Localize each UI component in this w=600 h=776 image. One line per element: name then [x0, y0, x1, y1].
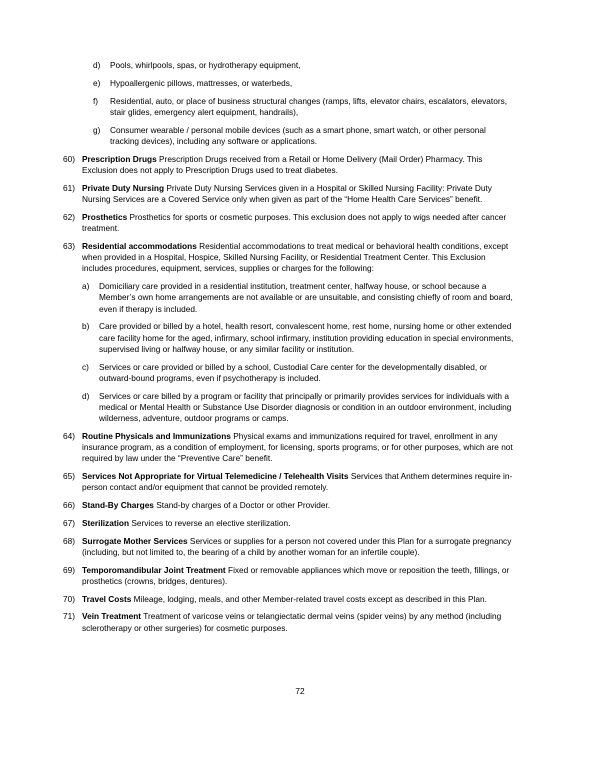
exclusion-text: Treatment of varicose veins or telangiectatic dermal veins (spider veins) by any method (including sclerotherapy or other surgeries) for cosmetic purposes.	[82, 611, 502, 633]
list-marker: 63)	[63, 241, 75, 251]
exclusion-item	[63, 471, 515, 493]
exclusion-term: Private Duty Nursing	[82, 183, 165, 193]
exclusion-item	[63, 154, 515, 176]
exclusion-text: Physical exams and immunizations required for travel, enrollment in any insurance program, as a condition of employment, for licensing, sports programs, or for other purposes, which are not required by law under the “Preventive Care” benefit.	[82, 430, 513, 464]
exclusion-text: Mileage, lodging, meals, and other Member-related travel costs except as described in this Plan.	[133, 593, 487, 604]
exclusion-term: Travel Costs	[82, 593, 132, 604]
exclusion-item	[63, 536, 515, 558]
list-marker: 64)	[63, 430, 75, 441]
list-item-text: Services or care provided or billed by a school, Custodial Care center for the developmentally disabled, or outward-bound programs, even if psychotherapy is included.	[99, 361, 487, 383]
list-marker: 65)	[63, 471, 75, 482]
list-item-text: Domiciliary care provided in a residential institution, treatment center, halfway house, or school because a Member’s own home arrangements are not available or are unsuitable, and consisting chiefly of room and board, even if therapy is included.	[99, 281, 513, 314]
list-marker: c)	[82, 361, 89, 372]
list-marker: 66)	[63, 500, 75, 511]
exclusion-term: Surrogate Mother Services	[82, 535, 188, 546]
exclusion-item	[63, 611, 515, 633]
list-marker: 62)	[63, 212, 75, 222]
list-marker: b)	[82, 321, 90, 332]
page-content	[63, 60, 515, 634]
list-item	[93, 78, 515, 89]
list-marker: g)	[93, 124, 101, 135]
list-item-text: Pools, whirlpools, spas, or hydrotherapy equipment,	[110, 60, 301, 70]
exclusion-item	[63, 518, 515, 529]
exclusion-term: Stand-By Charges	[82, 500, 154, 511]
list-item-text: Care provided or billed by a hotel, health resort, convalescent home, rest home, nursing home or other extended care facility home for the aged, infirmary, school infirmary, institution providing education in special environments, supervised living or halfway house, or any similar facility or institution.	[99, 321, 514, 354]
exclusion-item	[63, 183, 515, 205]
list-item-text: Services or care billed by a program or facility that principally or primarily provides services for individuals with a medical or Mental Health or Substance Use Disorder diagnosis or condition in an outdoor environment, including wilderness, adventure, outdoor programs or camps.	[99, 390, 512, 424]
exclusion-term: Services Not Appropriate for Virtual Telemedicine / Telehealth Visits	[82, 471, 349, 482]
page-number: 72	[295, 686, 305, 696]
exclusion-term: Prosthetics	[82, 212, 128, 222]
exclusion-text: Services or supplies for a person not covered under this Plan for a surrogate pregnancy (including, but not limited to, the bearing of a child by another woman for an infertile couple).	[82, 535, 512, 557]
list-marker: 68)	[63, 535, 75, 546]
list-marker: a)	[82, 281, 90, 292]
exclusion-item	[63, 565, 515, 587]
exclusion-text: Prescription Drugs received from a Retail or Home Delivery (Mail Order) Pharmacy. This Exclusion does not apply to Prescription Drugs used to treat diabetes.	[82, 154, 483, 176]
list-item	[93, 125, 515, 147]
exclusion-term: Residential accommodations	[82, 241, 197, 251]
exclusion-item	[63, 500, 515, 511]
list-marker: 60)	[63, 154, 75, 164]
exclusion-item	[63, 594, 515, 605]
list-marker: 69)	[63, 564, 75, 575]
exclusion-term: Sterilization	[82, 517, 130, 528]
exclusion-item	[63, 431, 515, 465]
exclusion-text: Services to reverse an elective sterilization.	[131, 517, 291, 528]
list-item	[93, 96, 515, 118]
exclusion-item	[63, 212, 515, 234]
list-item	[93, 60, 515, 71]
list-marker: 70)	[63, 593, 75, 604]
exclusion-text: Stand-by charges of a Doctor or other Provider.	[156, 500, 331, 511]
list-item-text: Residential, auto, or place of business structural changes (ramps, lifts, elevator chairs, escalators, elevators, stair glides, emergency alert equipment, handrails),	[110, 95, 508, 117]
list-item	[82, 281, 515, 315]
exclusion-text: Services that Anthem determines require in-person contact and/or equipment that cannot be provided remotely.	[82, 471, 513, 493]
list-marker: 67)	[63, 517, 75, 528]
list-item	[82, 321, 515, 355]
exclusion-text: Fixed or removable appliances which move or reposition the teeth, fillings, or prosthetics (crowns, bridges, dentures).	[82, 564, 510, 586]
list-marker: d)	[82, 390, 90, 401]
list-item-text: Consumer wearable / personal mobile devices (such as a smart phone, smart watch, or other personal tracking devices), including any software or applications.	[110, 124, 486, 146]
exclusion-term: Routine Physicals and Immunizations	[82, 430, 231, 441]
exclusion-text: Private Duty Nursing Services given in a Hospital or Skilled Nursing Facility: Private Duty Nursing Services are a Covered Service only when given as part of the “Home Health Care Services” benefit.	[82, 183, 492, 205]
list-item	[82, 362, 515, 384]
exclusion-term: Vein Treatment	[82, 611, 142, 622]
exclusion-item	[63, 241, 515, 424]
list-marker: 71)	[63, 611, 75, 622]
continued-sublist	[63, 60, 515, 147]
exclusion-text: Residential accommodations to treat medical or behavioral health conditions, except when provided in a Hospital, Hospice, Skilled Nursing Facility, or Residential Treatment Center. This Exclusion includes procedures, equipment, services, supplies or charges for the following:	[82, 241, 509, 274]
exclusion-text: Prosthetics for sports or cosmetic purposes. This exclusion does not apply to wigs needed after cancer treatment.	[82, 212, 507, 234]
list-item	[82, 391, 515, 425]
list-marker: 61)	[63, 183, 75, 193]
exclusion-term: Prescription Drugs	[82, 154, 157, 164]
exclusion-term: Temporomandibular Joint Treatment	[82, 564, 226, 575]
exclusion-sublist	[82, 281, 515, 424]
list-marker: f)	[93, 95, 99, 106]
list-marker: d)	[93, 60, 101, 70]
list-item-text: Hypoallergenic pillows, mattresses, or waterbeds,	[110, 77, 293, 88]
list-marker: e)	[93, 77, 101, 88]
exclusions-list	[63, 154, 515, 634]
